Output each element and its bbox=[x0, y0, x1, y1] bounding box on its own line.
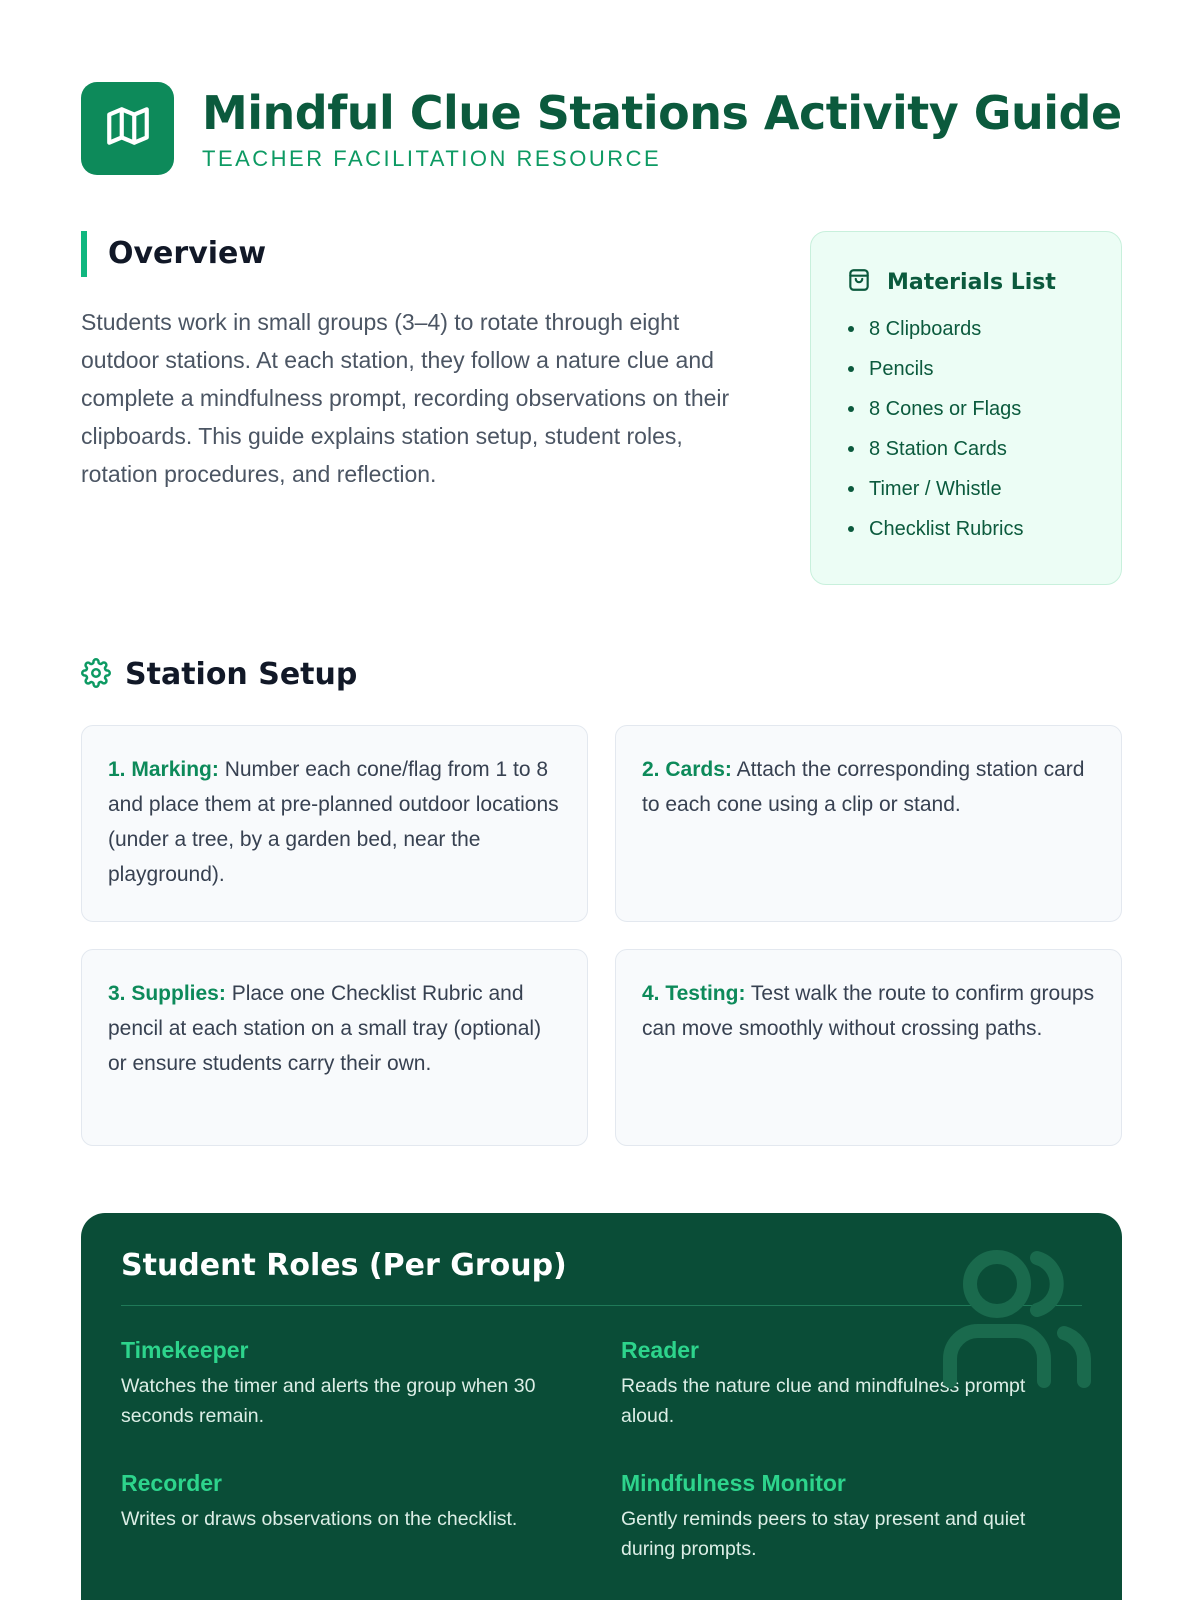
setup-card-text: Test walk the route to confirm groups can move smoothly without crossing paths. bbox=[642, 982, 1095, 1040]
map-icon bbox=[103, 101, 153, 156]
role-timekeeper bbox=[121, 1334, 621, 1431]
overview-title: Overview bbox=[81, 231, 751, 277]
overview-text: Students work in small groups (3–4) to rotate through eight outdoor stations. At each station, they follow a nature clue and complete a mindfulness prompt, recording observations on their clipboards. This guide explains station setup, student roles, rotation procedures, and reflection. bbox=[81, 309, 730, 487]
role-description: Reads the nature clue and mindfulness prompt aloud. bbox=[621, 1375, 1026, 1427]
gear-icon bbox=[81, 658, 111, 693]
materials-header bbox=[846, 265, 1086, 299]
setup-card-testing bbox=[615, 949, 1122, 1146]
materials-item: Timer / Whistle bbox=[846, 475, 1086, 515]
shopping-bag-icon bbox=[846, 267, 872, 298]
materials-item: 8 Cones or Flags bbox=[846, 395, 1086, 435]
overview-section bbox=[81, 231, 751, 493]
role-description: Writes or draws observations on the checklist. bbox=[121, 1508, 518, 1530]
page-subtitle: TEACHER FACILITATION RESOURCE bbox=[202, 146, 662, 171]
setup-card-label: 3. Supplies: bbox=[108, 982, 226, 1005]
header-text bbox=[202, 82, 1122, 174]
role-mindfulness-monitor bbox=[621, 1467, 1082, 1564]
logo bbox=[81, 82, 174, 175]
page-title: Mindful Clue Stations Activity Guide bbox=[202, 86, 1122, 140]
role-name: Reader bbox=[621, 1337, 699, 1363]
setup-card-supplies bbox=[81, 949, 588, 1146]
setup-card-label: 4. Testing: bbox=[642, 982, 746, 1005]
setup-card-label: 2. Cards: bbox=[642, 758, 732, 781]
role-description: Gently reminds peers to stay present and quiet during prompts. bbox=[621, 1508, 1026, 1560]
roles-grid bbox=[121, 1334, 1082, 1564]
setup-card-text: Place one Checklist Rubric and pencil at each station on a small tray (optional) or ensure students carry their own. bbox=[108, 982, 542, 1075]
station-setup-cards bbox=[81, 725, 1122, 1146]
setup-card-text: Attach the corresponding station card to each cone using a clip or stand. bbox=[642, 758, 1085, 816]
header bbox=[81, 82, 1122, 175]
materials-list bbox=[846, 315, 1086, 555]
materials-item: Checklist Rubrics bbox=[846, 515, 1086, 555]
student-roles-title: Student Roles (Per Group) bbox=[121, 1243, 1082, 1306]
setup-card-label: 1. Marking: bbox=[108, 758, 219, 781]
materials-item: Pencils bbox=[846, 355, 1086, 395]
materials-item: 8 Station Cards bbox=[846, 435, 1086, 475]
setup-card-cards bbox=[615, 725, 1122, 922]
materials-item: 8 Clipboards bbox=[846, 315, 1086, 355]
role-recorder bbox=[121, 1467, 621, 1564]
materials-box bbox=[810, 231, 1122, 585]
station-setup-header bbox=[81, 655, 357, 695]
setup-card-text: Number each cone/flag from 1 to 8 and place them at pre-planned outdoor locations (under a tree, by a garden bed, near the playground). bbox=[108, 758, 559, 886]
users-icon bbox=[942, 1249, 1092, 1394]
role-name: Mindfulness Monitor bbox=[621, 1470, 846, 1496]
role-description: Watches the timer and alerts the group when 30 seconds remain. bbox=[121, 1375, 536, 1427]
student-roles-panel bbox=[81, 1213, 1122, 1600]
role-name: Recorder bbox=[121, 1470, 222, 1496]
setup-card-marking bbox=[81, 725, 588, 922]
station-setup-title: Station Setup bbox=[125, 657, 358, 692]
role-name: Timekeeper bbox=[121, 1337, 249, 1363]
materials-title: Materials List bbox=[887, 269, 1056, 295]
